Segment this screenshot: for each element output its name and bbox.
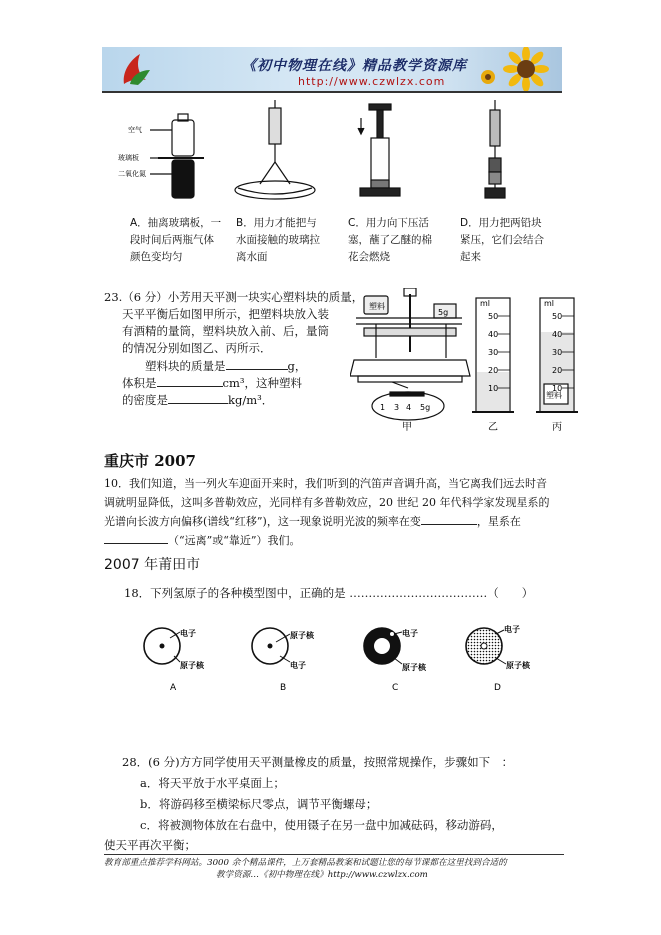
direction-blank[interactable] xyxy=(104,531,168,544)
experiment-figures xyxy=(118,100,558,218)
logo-icon xyxy=(116,50,156,88)
q23-density-line: 的密度是 kg/m³． xyxy=(122,393,274,407)
cylinder-bing-tick-30: 30 xyxy=(552,348,563,357)
q23-mass-line: 塑料块的质量是 g， xyxy=(145,359,307,373)
cylinder-bing-plastic-label: 塑料 xyxy=(546,391,562,400)
model-d xyxy=(466,628,506,664)
heading-putian: 2007 年莆田市 xyxy=(104,557,201,573)
figure-d-lead-blocks xyxy=(485,100,505,198)
scale-number-4: 4 xyxy=(406,403,412,412)
model-d-letter: D xyxy=(494,683,501,693)
q28-step-c: c．将被测物体放在右盘中，使用镊子在另一盘中加减砝码，移动游码， xyxy=(140,818,503,832)
cylinder-bing-tick-50: 50 xyxy=(552,312,563,321)
cylinder-bing-tick-20: 20 xyxy=(552,366,563,375)
model-a-letter: A xyxy=(170,683,177,693)
mass-blank[interactable] xyxy=(226,357,288,370)
label-no2: 二氧化氮 xyxy=(118,170,146,178)
cylinder-yi-tick-40: 40 xyxy=(488,330,499,339)
balance-scale xyxy=(350,288,470,420)
q28-step-c2: 使天平再次平衡； xyxy=(104,838,196,852)
q10-line3: 光谱向长波方向偏移(谱线“红移”)，这一现象说明光波的频率在变 ，星系在 xyxy=(104,512,521,532)
figure-c-piston-cylinder xyxy=(358,104,400,196)
q28-step-b: b．将游码移至横梁标尺零点，调节平衡螺母； xyxy=(140,797,378,811)
label-air: 空气 xyxy=(128,126,142,134)
footer-line2: 教学资源…《初中物理在线》http://www.czwlzx.com xyxy=(216,870,428,880)
model-d-label1: 电子 xyxy=(504,625,520,634)
caption-c: C．用力向下压活 塞，蘸了乙醚的棉 花会燃烧 xyxy=(348,217,432,263)
fig-label-jia: 甲 xyxy=(402,422,412,433)
cylinder-bing-tick-40: 40 xyxy=(552,330,563,339)
q23-line2: 天平平衡后如图甲所示，把塑料块放入装 xyxy=(122,307,329,321)
volume-blank[interactable] xyxy=(157,374,223,387)
cylinder-yi-unit: ml xyxy=(480,299,491,308)
model-a-label1: 电子 xyxy=(180,629,196,638)
scale-number-1: 1 xyxy=(380,403,386,412)
q10-line1: 10．我们知道，当一列火车迎面开来时，我们听到的汽笛声音调升高，当它离我们远去时音 xyxy=(104,477,547,490)
q23-line1: 23.（6 分）小芳用天平测一块实心塑料块的质量， xyxy=(104,290,364,304)
model-b-label1: 原子核 xyxy=(290,631,314,640)
figure-b-spring-scale xyxy=(235,100,315,199)
atom-models xyxy=(140,620,540,700)
q23-volume-line: 体积是 cm³，这种塑料 xyxy=(122,376,302,390)
q10-line4: （“远离”或“靠近”）我们。 xyxy=(104,531,301,551)
cylinder-yi-tick-10: 10 xyxy=(488,384,499,393)
header-banner xyxy=(102,47,562,93)
q23-line4: 的情况分别如图乙、丙所示． xyxy=(122,341,272,355)
cylinder-bing-unit: ml xyxy=(544,299,555,308)
cylinder-yi-tick-50: 50 xyxy=(488,312,499,321)
q23-figure xyxy=(350,288,580,434)
frequency-blank[interactable] xyxy=(421,512,477,525)
fig-label-yi: 乙 xyxy=(488,422,498,433)
banner-url: http://www.czwlzx.com xyxy=(298,75,446,88)
scale-number-3: 3 xyxy=(394,403,400,412)
sunflower-icon xyxy=(474,47,562,91)
model-b-letter: B xyxy=(280,683,287,693)
footer-divider xyxy=(104,854,564,855)
cylinder-yi-tick-20: 20 xyxy=(488,366,499,375)
scale-number-5g: 5g xyxy=(420,403,431,412)
model-b xyxy=(252,628,290,664)
model-d-label2: 原子核 xyxy=(506,661,530,670)
model-c xyxy=(364,628,402,664)
q10-line2: 调就明显降低，这叫多普勒效应，光同样有多普勒效应，20 世纪 20 年代科学家发现星系的 xyxy=(104,496,550,509)
model-a-label2: 原子核 xyxy=(180,661,204,670)
fig-label-bing: 丙 xyxy=(552,422,562,433)
label-glass-plate: 玻璃板 xyxy=(118,154,139,162)
model-c-label2: 原子核 xyxy=(402,663,426,672)
caption-d: D．用力把两铅块 紧压，它们会结合 起来 xyxy=(460,217,544,263)
figure-a-bottles xyxy=(150,114,204,198)
cylinder-bing-tick-10: 10 xyxy=(552,384,563,393)
model-c-letter: C xyxy=(392,683,399,693)
heading-chongqing: 重庆市 2007 xyxy=(104,452,196,470)
q28-step-a: a．将天平放于水平桌面上； xyxy=(140,776,285,790)
caption-b: B．用力才能把与 水面接触的玻璃拉 离水面 xyxy=(236,217,320,263)
density-blank[interactable] xyxy=(168,391,228,404)
pan-left-label: 塑料 xyxy=(369,302,385,311)
banner-title: 《初中物理在线》精品教学资源库 xyxy=(242,58,467,74)
q23-line3: 有酒精的量筒，塑料块放入前、后，量筒 xyxy=(122,324,329,338)
pan-right-label: 5g xyxy=(438,308,449,317)
caption-a: A．抽离玻璃板，一 段时间后两瓶气体 颜色变均匀 xyxy=(130,217,222,263)
cylinder-yi-tick-30: 30 xyxy=(488,348,499,357)
model-b-label2: 电子 xyxy=(290,661,306,670)
model-c-label1: 电子 xyxy=(402,629,418,638)
q18-text: 18．下列氢原子的各种模型图中，正确的是 ………………………………（ ） xyxy=(124,586,534,600)
q28-text: 28．(6 分)方方同学使用天平测量橡皮的质量，按照常规操作，步骤如下 ： xyxy=(122,755,514,769)
footer-line1: 教育部重点推荐学科网站。3000 余个精品课件，上万套精品教案和试题让您的每节课都在这里找到合适的 xyxy=(104,858,507,868)
model-a xyxy=(144,628,180,664)
